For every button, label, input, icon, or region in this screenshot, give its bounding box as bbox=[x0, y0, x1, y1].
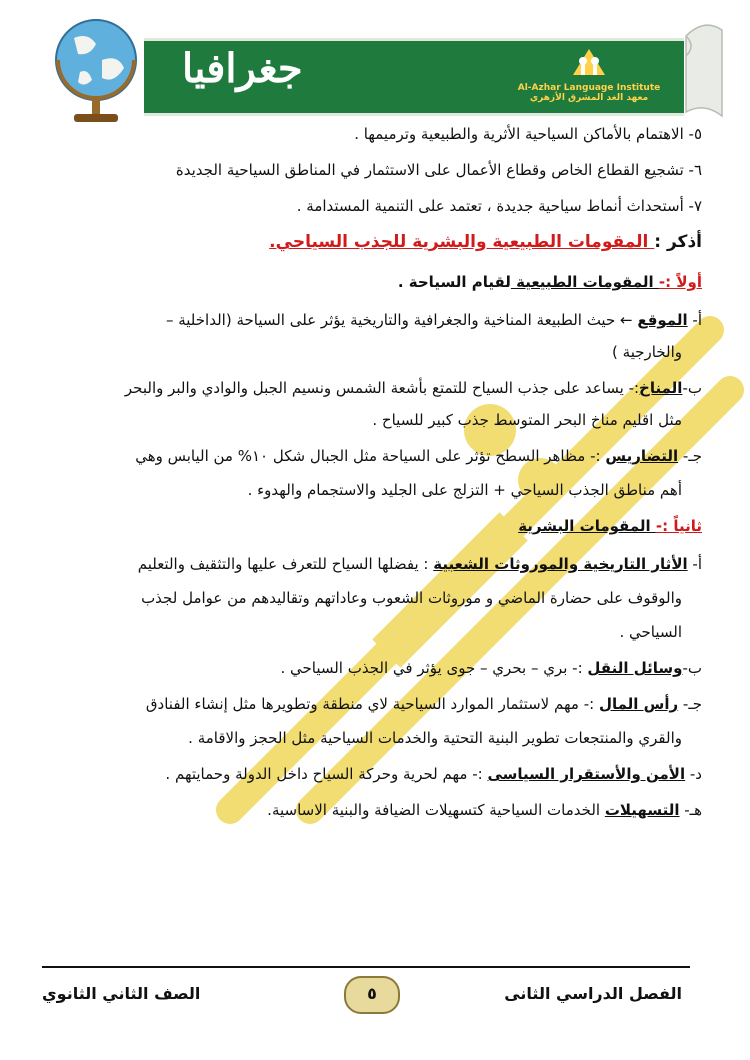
human-item-facilities bbox=[267, 800, 702, 820]
item-term: المناخ bbox=[639, 379, 683, 397]
question-heading-text: المقومات الطبيعية والبشرية للجذب السياحي. bbox=[269, 232, 655, 252]
item-marker: د- bbox=[685, 765, 702, 783]
item-marker: هـ- bbox=[679, 801, 702, 819]
human-item-transport bbox=[280, 658, 702, 678]
item-marker: جـ- bbox=[678, 447, 702, 465]
item-text: :- مهم لحرية وحركة السياح داخل الدولة وحمايتهم . bbox=[165, 765, 488, 783]
item-text: :- يساعد على جذب السياح للتمتع بأشعة الشمس ونسيم الجبل والوادي والبر والبحر bbox=[124, 379, 640, 397]
institute-logo-icon bbox=[569, 45, 609, 79]
footer-term: الفصل الدراسي الثانى bbox=[504, 984, 682, 1003]
footer-divider bbox=[42, 966, 690, 968]
footer-grade: الصف الثاني الثانوي bbox=[42, 984, 201, 1003]
item-term: الموقع bbox=[637, 311, 688, 329]
item-marker: أ- bbox=[687, 555, 702, 573]
subject-title: جغرافيا bbox=[182, 45, 303, 92]
human-item-capital-cont: والقري والمنتجعات تطوير البنية التحتية والخدمات السياحية مثل الحجز والاقامة . bbox=[188, 729, 682, 747]
human-item-heritage bbox=[138, 554, 702, 574]
measure-item-7: ٧- أستحداث أنماط سياحية جديدة ، تعتمد على التنمية المستدامة . bbox=[296, 197, 702, 215]
watermark-logo bbox=[190, 250, 750, 850]
section-human-number: ثانياً :- bbox=[655, 517, 702, 535]
measure-item-5: ٥- الاهتمام بالأماكن السياحية الأثرية والطبيعية وترميمها . bbox=[354, 125, 702, 143]
natural-item-terrain bbox=[135, 446, 702, 466]
page-number: ٥ bbox=[344, 976, 400, 1014]
item-text: :- بري – بحري – جوى يؤثر في الجذب السياحي . bbox=[280, 659, 588, 677]
human-item-capital bbox=[146, 694, 702, 714]
measure-item-6: ٦- تشجيع القطاع الخاص وقطاع الأعمال على الاستثمار في المناطق السياحية الجديدة bbox=[175, 161, 702, 179]
human-item-security bbox=[165, 764, 702, 784]
globe-icon bbox=[44, 8, 148, 128]
section-human-heading bbox=[518, 516, 702, 536]
item-marker: ب- bbox=[682, 379, 702, 397]
natural-item-climate bbox=[125, 378, 702, 398]
question-heading-lead: أذكر : bbox=[654, 232, 702, 252]
logo-arabic-name: معهد الغد المشرق الأزهري bbox=[529, 93, 649, 103]
scroll-curl-icon bbox=[680, 12, 728, 122]
question-heading bbox=[269, 232, 702, 252]
natural-item-terrain-cont: أهم مناطق الجذب السياحي + التزلج على الجليد والاستجمام والهدوء . bbox=[247, 481, 682, 499]
item-term: وسائل النقل bbox=[587, 659, 683, 677]
item-text: الخدمات السياحية كتسهيلات الضيافة والبنية الاساسية. bbox=[267, 801, 605, 819]
section-natural-number: أولاً :- bbox=[658, 273, 702, 291]
section-natural-title-rest: لقيام السياحة . bbox=[397, 273, 511, 291]
title-banner bbox=[144, 38, 684, 116]
item-text: : يفضلها السياح للتعرف عليها والتثقيف والتعليم bbox=[137, 555, 434, 573]
item-term: التسهيلات bbox=[604, 801, 680, 819]
human-item-heritage-cont2: السياحي . bbox=[619, 623, 682, 641]
natural-item-location bbox=[166, 310, 702, 330]
logo-english-name: Al-Azhar Language Institute bbox=[517, 83, 661, 93]
natural-item-location-cont: والخارجية ) bbox=[612, 343, 682, 361]
item-term: الأثار التاريخية والموروثات الشعبية bbox=[433, 555, 688, 573]
section-natural-title: المقومات الطبيعية bbox=[510, 273, 659, 291]
page-header bbox=[44, 8, 704, 128]
item-term: رأس المال bbox=[598, 695, 679, 713]
item-text: :- مظاهر السطح تؤثر على السياحة مثل الجبال شكل ١٠% من اليابس وهي bbox=[135, 447, 606, 465]
item-marker: أ- bbox=[687, 311, 702, 329]
institute-logo bbox=[514, 45, 664, 109]
item-marker: ب- bbox=[682, 659, 702, 677]
item-term: التضاريس bbox=[605, 447, 679, 465]
natural-item-climate-cont: مثل اقليم مناخ البحر المتوسط جذب كبير للسياح . bbox=[372, 411, 682, 429]
item-term: الأمن والأستقرار السياسى bbox=[487, 765, 686, 783]
section-natural-heading bbox=[398, 272, 702, 292]
item-text: ← حيث الطبيعة المناخية والجغرافية والتاريخية يؤثر على السياحة (الداخلية – bbox=[165, 311, 638, 329]
section-human-title: المقومات البشرية bbox=[518, 517, 656, 535]
human-item-heritage-cont: والوقوف على حضارة الماضي و موروثات الشعوب وعاداتهم وتقاليدهم من عوامل لجذب bbox=[141, 589, 682, 607]
item-text: :- مهم لاستثمار الموارد السياحية لاي منطقة وتطويرها مثل إنشاء الفنادق bbox=[145, 695, 599, 713]
item-marker: جـ- bbox=[678, 695, 702, 713]
